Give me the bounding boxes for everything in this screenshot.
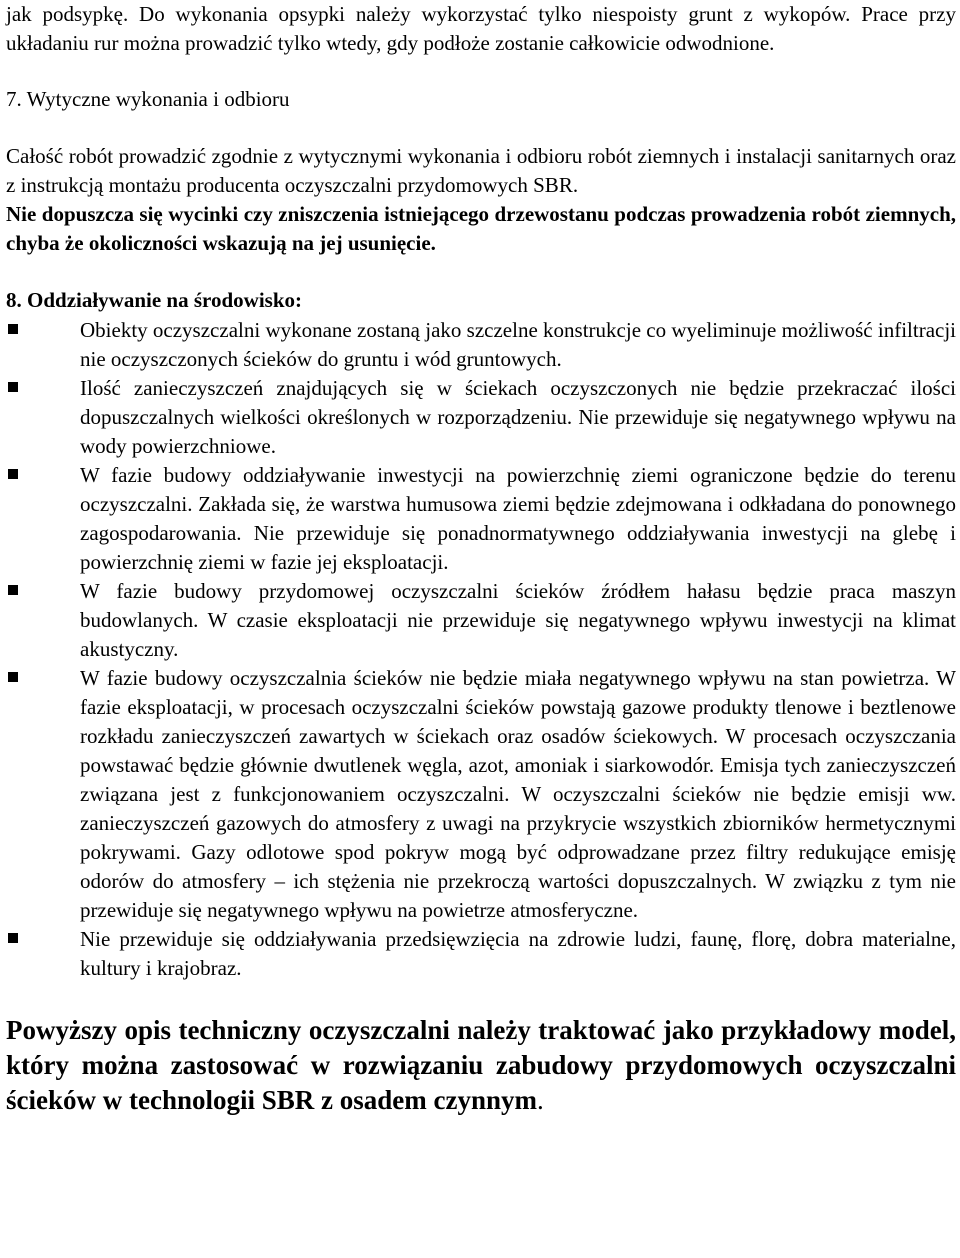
list-item-text: Ilość zanieczyszczeń znajdujących się w ściekach oczyszczonych nie będzie przekraczać ilości dopuszczalnych wielkości określonych w rozporządzeniu. Nie przewiduje się negatywnego wpływu na wody powierzchniowe. xyxy=(80,376,956,458)
section-7-bold-note: Nie dopuszcza się wycinki czy zniszczenia istniejącego drzewostanu podczas prowadzenia robót ziemnych, chyba że okoliczności wskazują na jej usunięcie. xyxy=(6,202,956,255)
list-item-text: Nie przewiduje się oddziaływania przedsięwzięcia na zdrowie ludzi, faunę, florę, dobra materialne, kultury i krajobraz. xyxy=(80,927,956,980)
list-item xyxy=(6,316,956,374)
list-item xyxy=(6,461,956,577)
list-item xyxy=(6,577,956,664)
square-bullet-icon xyxy=(8,585,18,595)
square-bullet-icon xyxy=(8,382,18,392)
list-item-text: Obiekty oczyszczalni wykonane zostaną jako szczelne konstrukcje co wyeliminuje możliwość infiltracji nie oczyszczonych ścieków do gruntu i wód gruntowych. xyxy=(80,318,956,371)
square-bullet-icon xyxy=(8,469,18,479)
square-bullet-icon xyxy=(8,672,18,682)
summary-paragraph xyxy=(6,1013,956,1118)
list-item-text: W fazie budowy przydomowej oczyszczalni ścieków źródłem hałasu będzie praca maszyn budowlanych. W czasie eksploatacji nie przewiduje się negatywnego wpływu inwestycji na klimat akustyczny. xyxy=(80,579,956,661)
document-page xyxy=(6,0,956,1118)
environment-impact-list xyxy=(6,316,956,983)
section-8-heading: 8. Oddziaływanie na środowisko: xyxy=(6,288,302,312)
list-item xyxy=(6,374,956,461)
summary-bold-text: Powyższy opis techniczny oczyszczalni należy traktować jako przykładowy model, który można zastosować w rozwiązaniu zabudowy przydomowych oczyszczalni ścieków w technologii SBR z osadem czynnym xyxy=(6,1015,956,1115)
list-item xyxy=(6,925,956,983)
list-item xyxy=(6,664,956,925)
section-7-paragraph: Całość robót prowadzić zgodnie z wytycznymi wykonania i odbioru robót ziemnych i instalacji sanitarnych oraz z instrukcją montażu producenta oczyszczalni przydomowych SBR. xyxy=(6,144,956,197)
list-item-text: W fazie budowy oczyszczalnia ścieków nie będzie miała negatywnego wpływu na stan powietrza. W fazie eksploatacji, w procesach oczyszczalni ścieków powstają gazowe produkty tlenowe i beztlenowe rozkładu zanieczyszczeń zawartych w ściekach oraz osadów ściekowych. W procesach oczyszczania powstawać będzie głównie dwutlenek węgla, azot, amoniak i siarkowodór. Emisja tych zanieczyszczeń związana jest z funkcjonowaniem oczyszczalni. W oczyszczalni ścieków nie będzie emisji ww. zanieczyszczeń gazowych do atmosfery z uwagi na przykrycie wszystkich zbiorników hermetycznymi pokrywami. Gazy odlotowe spod pokryw mogą być odprowadzane przez filtry redukujące emisję odorów do atmosfery – ich stężenia nie przekroczą wartości dopuszczalnych. W związku z tym nie przewiduje się negatywnego wpływu na powietrze atmosferyczne. xyxy=(80,666,956,922)
summary-trailing: . xyxy=(536,1085,544,1115)
list-item-text: W fazie budowy oddziaływanie inwestycji na powierzchnię ziemi ograniczone będzie do terenu oczyszczalni. Zakłada się, że warstwa humusowa ziemi będzie zdejmowana i odkładana do ponownego zagospodarowania. Nie przewiduje się ponadnormatywnego oddziaływania inwestycji na glebę i powierzchnię ziemi w fazie jej eksploatacji. xyxy=(80,463,956,574)
square-bullet-icon xyxy=(8,933,18,943)
intro-paragraph: jak podsypkę. Do wykonania opsypki należy wykorzystać tylko niespoisty grunt z wykopów. Prace przy układaniu rur można prowadzić tylko wtedy, gdy podłoże zostanie całkowicie odwodnione. xyxy=(6,2,956,55)
section-7-heading: 7. Wytyczne wykonania i odbioru xyxy=(6,87,290,111)
square-bullet-icon xyxy=(8,324,18,334)
